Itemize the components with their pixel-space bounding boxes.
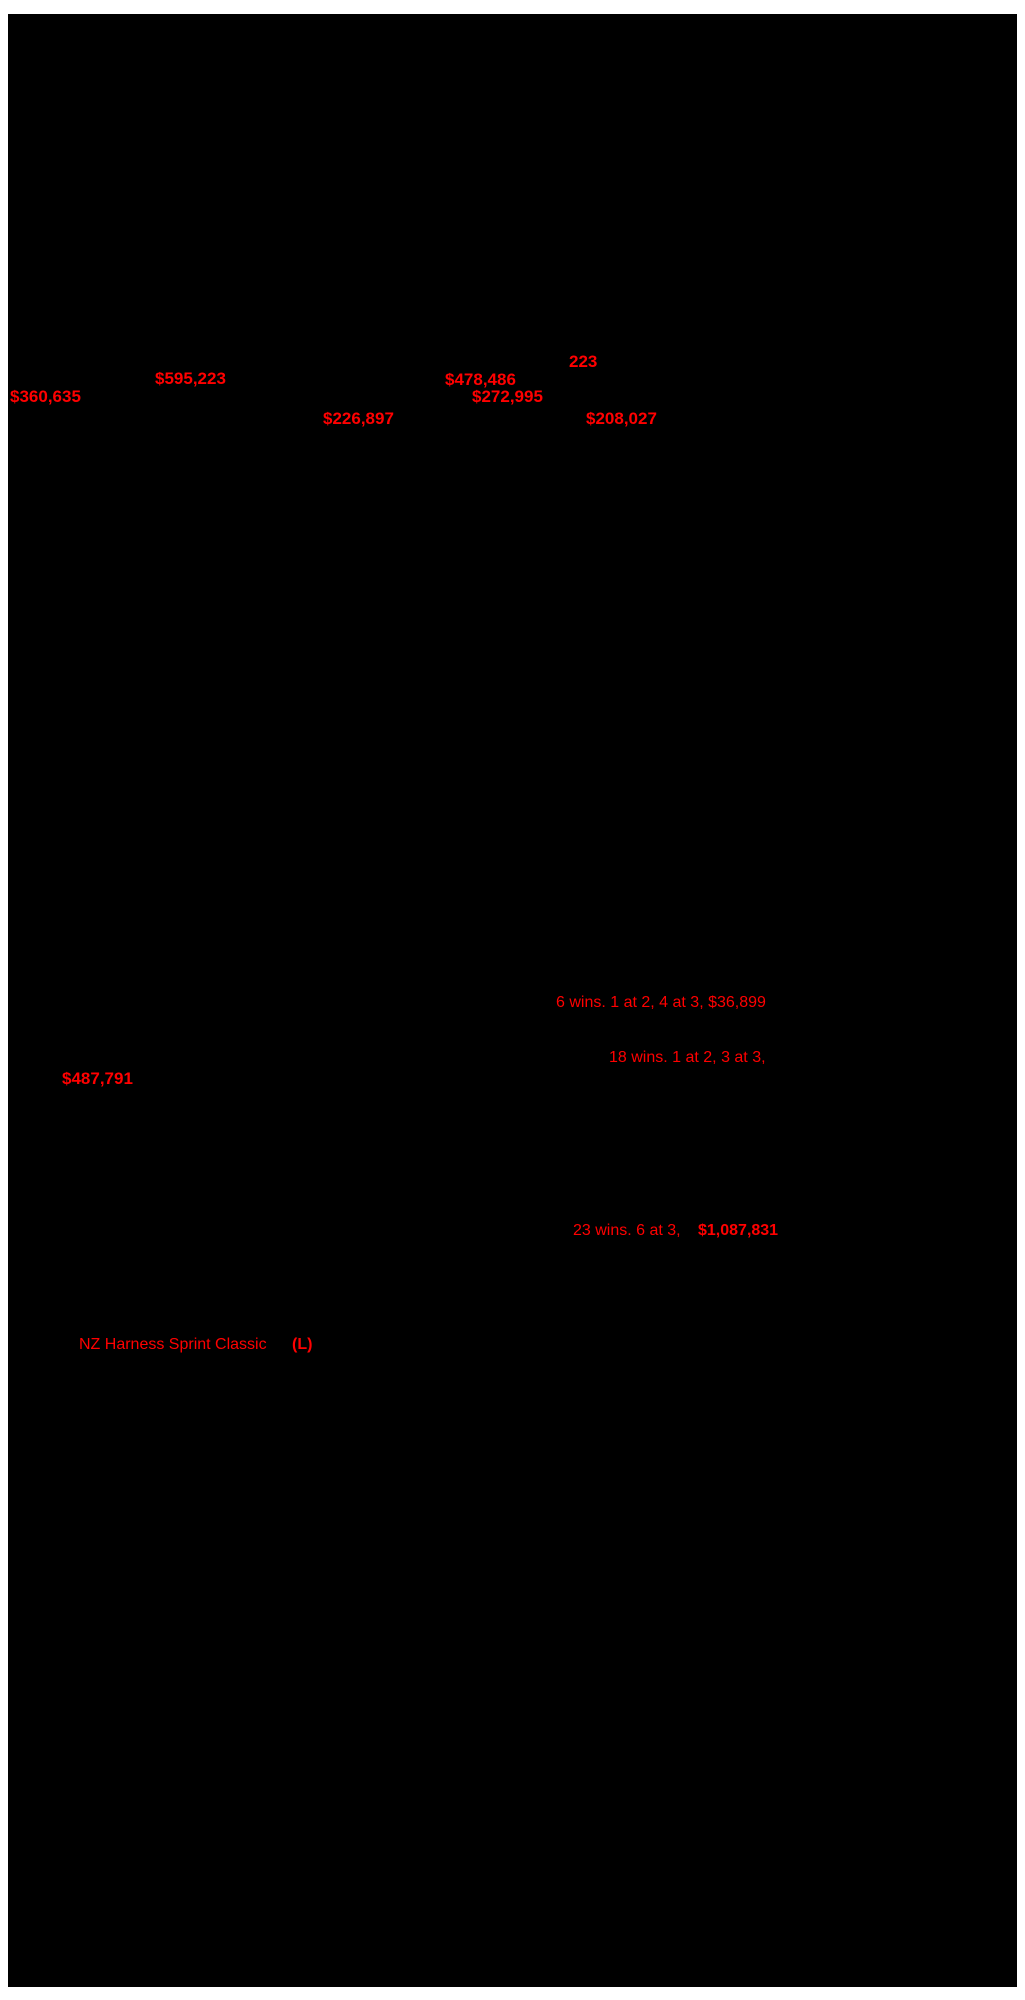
race-grade-badge: (L) [292,1336,313,1353]
earnings-value: $208,027 [586,409,657,428]
earnings-value: $226,897 [323,409,394,428]
earnings-value: $595,223 [155,369,226,388]
race-name: NZ Harness Sprint Classic [79,1336,267,1353]
document-panel [8,14,1017,1987]
partial-number: 223 [569,352,598,371]
race-record-earnings: $1,087,831 [698,1222,779,1239]
race-record-line: 6 wins. 1 at 2, 4 at 3, $36,899 [556,994,766,1011]
earnings-value: $272,995 [472,387,543,406]
race-record-line: 18 wins. 1 at 2, 3 at 3, [609,1049,766,1066]
earnings-value: $487,791 [62,1069,133,1088]
earnings-value: $360,635 [10,387,81,406]
race-record-line: 23 wins. 6 at 3, [573,1222,681,1239]
earnings-value: $478,486 [445,370,516,389]
